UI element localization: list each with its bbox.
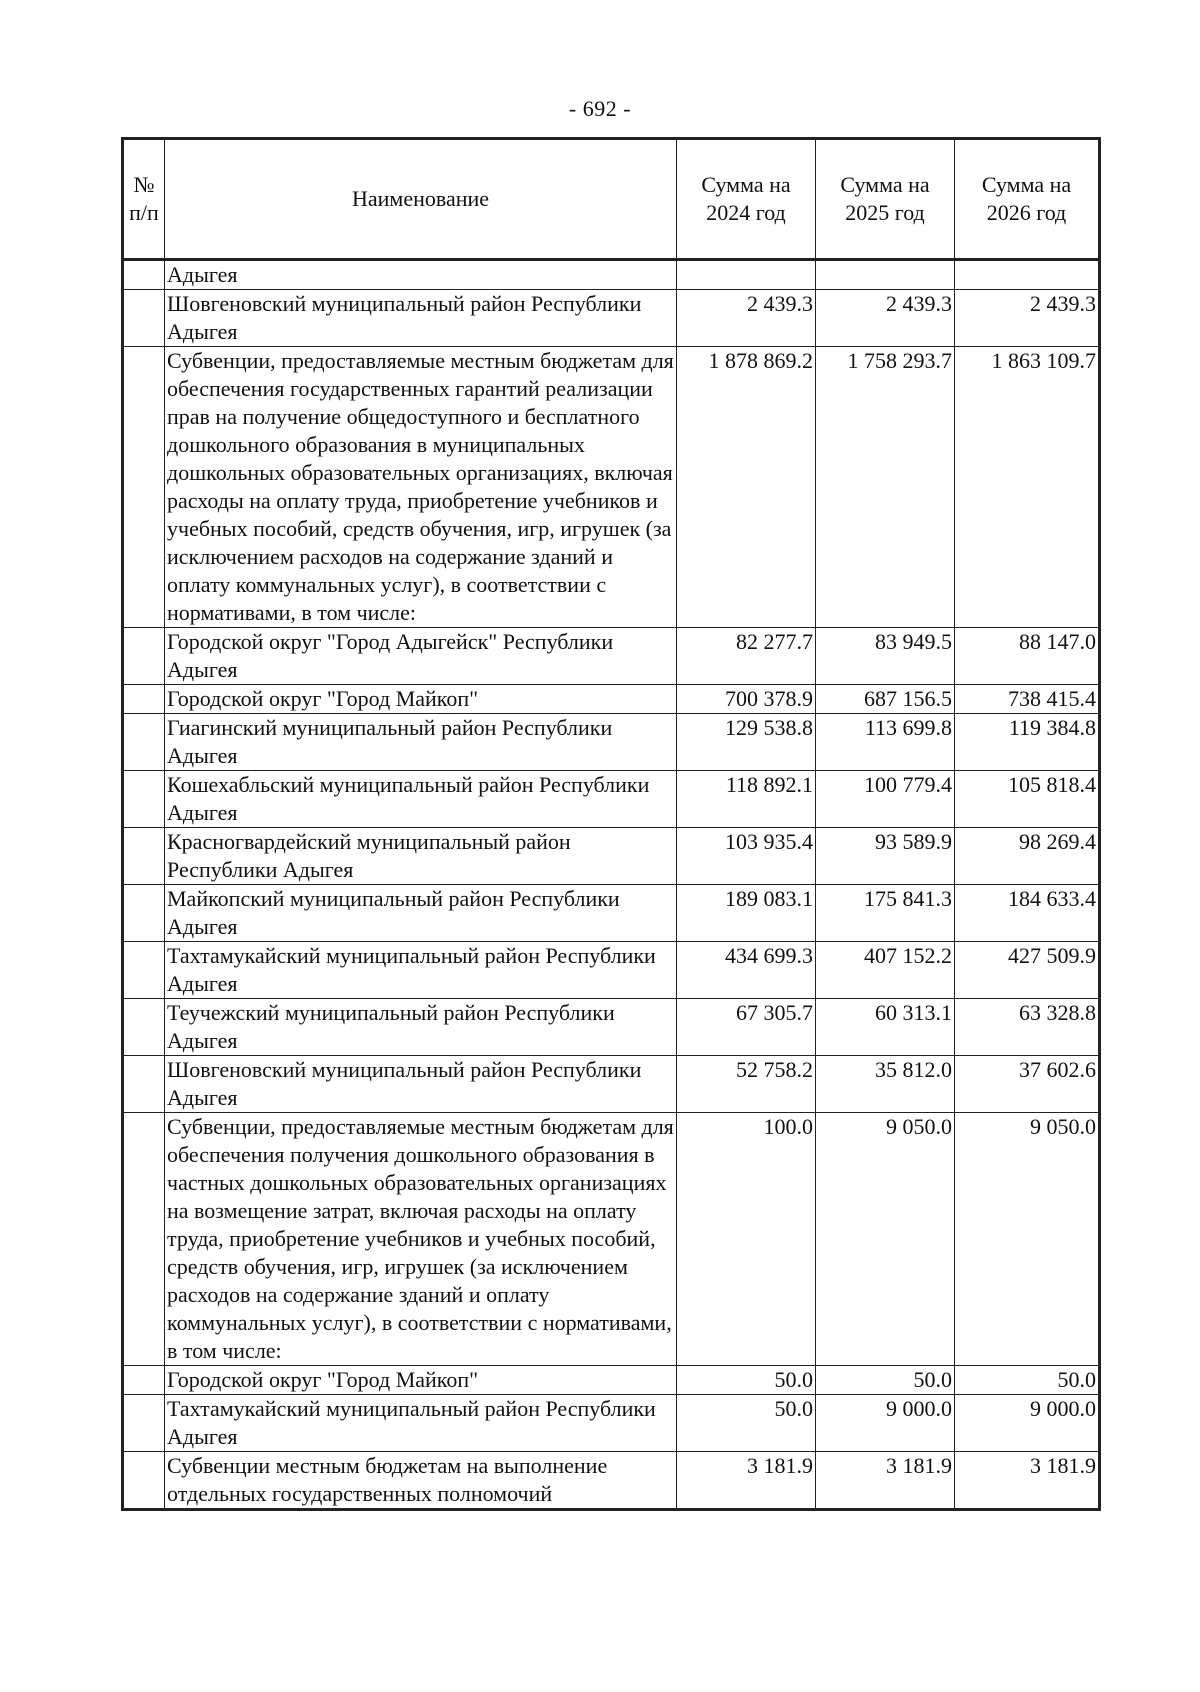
row-value-2025: 35 812.0 (816, 1056, 955, 1113)
row-name: Городской округ "Город Майкоп" (165, 1366, 677, 1395)
row-name: Городской округ "Город Майкоп" (165, 685, 677, 714)
row-index-cell (123, 260, 165, 290)
row-value-2026: 9 000.0 (955, 1395, 1100, 1452)
row-index-cell (123, 828, 165, 885)
table-body (123, 260, 1100, 1510)
budget-table (121, 137, 1101, 1511)
row-index-cell (123, 999, 165, 1056)
row-name: Шовгеновский муниципальный район Республики Адыгея (165, 290, 677, 347)
row-index-cell (123, 1452, 165, 1510)
row-value-2025: 175 841.3 (816, 885, 955, 942)
row-value-2026: 427 509.9 (955, 942, 1100, 999)
row-index-cell (123, 1366, 165, 1395)
row-value-2025: 50.0 (816, 1366, 955, 1395)
row-value-2026: 63 328.8 (955, 999, 1100, 1056)
header-sum-2025: Сумма на 2025 год (816, 139, 955, 260)
row-value-2026: 1 863 109.7 (955, 347, 1100, 628)
row-name: Тахтамукайский муниципальный район Республики Адыгея (165, 942, 677, 999)
row-value-2025: 3 181.9 (816, 1452, 955, 1510)
row-index-cell (123, 771, 165, 828)
row-value-2025: 407 152.2 (816, 942, 955, 999)
table-row (123, 1113, 1100, 1366)
table-row (123, 828, 1100, 885)
table-row (123, 714, 1100, 771)
row-value-2026: 9 050.0 (955, 1113, 1100, 1366)
row-value-2025: 60 313.1 (816, 999, 955, 1056)
table-row (123, 628, 1100, 685)
row-value-2026: 105 818.4 (955, 771, 1100, 828)
row-value-2024: 52 758.2 (677, 1056, 816, 1113)
row-name: Адыгея (165, 260, 677, 290)
row-value-2026: 738 415.4 (955, 685, 1100, 714)
row-value-2026: 98 269.4 (955, 828, 1100, 885)
row-index-cell (123, 685, 165, 714)
row-value-2024: 700 378.9 (677, 685, 816, 714)
row-value-2025: 687 156.5 (816, 685, 955, 714)
row-name: Субвенции, предоставляемые местным бюджетам для обеспечения государственных гарантий реализации прав на получение общедоступного и бесплатного дошкольного образования в муниципальных дошкольных образовательных организациях, включая расходы на оплату труда, приобретение учебников и учебных пособий, средств обучения, игр, игрушек (за исключением расходов на содержание зданий и оплату коммунальных услуг), в соответствии с нормативами, в том числе: (165, 347, 677, 628)
table-row (123, 999, 1100, 1056)
row-value-2025: 100 779.4 (816, 771, 955, 828)
row-value-2026: 2 439.3 (955, 290, 1100, 347)
row-value-2024: 2 439.3 (677, 290, 816, 347)
row-value-2026: 50.0 (955, 1366, 1100, 1395)
row-value-2026: 37 602.6 (955, 1056, 1100, 1113)
table-row (123, 1366, 1100, 1395)
row-value-2025: 113 699.8 (816, 714, 955, 771)
row-name: Шовгеновский муниципальный район Республики Адыгея (165, 1056, 677, 1113)
row-name: Тахтамукайский муниципальный район Республики Адыгея (165, 1395, 677, 1452)
table-row (123, 1056, 1100, 1113)
row-value-2024: 50.0 (677, 1395, 816, 1452)
row-value-2026 (955, 260, 1100, 290)
page-number: - 692 - (568, 96, 632, 121)
row-name: Майкопский муниципальный район Республики Адыгея (165, 885, 677, 942)
table-row (123, 685, 1100, 714)
row-value-2024: 50.0 (677, 1366, 816, 1395)
row-value-2024: 189 083.1 (677, 885, 816, 942)
row-value-2025: 93 589.9 (816, 828, 955, 885)
table-row (123, 347, 1100, 628)
row-value-2025: 9 050.0 (816, 1113, 955, 1366)
row-index-cell (123, 1395, 165, 1452)
header-name: Наименование (165, 139, 677, 260)
table-header (123, 139, 1100, 260)
row-value-2024: 1 878 869.2 (677, 347, 816, 628)
row-index-cell (123, 942, 165, 999)
row-name: Гиагинский муниципальный район Республики Адыгея (165, 714, 677, 771)
row-value-2024: 82 277.7 (677, 628, 816, 685)
row-index-cell (123, 714, 165, 771)
row-value-2024: 103 935.4 (677, 828, 816, 885)
row-value-2024 (677, 260, 816, 290)
row-value-2026: 88 147.0 (955, 628, 1100, 685)
row-value-2025: 1 758 293.7 (816, 347, 955, 628)
table-row (123, 1395, 1100, 1452)
row-value-2024: 118 892.1 (677, 771, 816, 828)
header-sum-2024: Сумма на 2024 год (677, 139, 816, 260)
table-row (123, 290, 1100, 347)
row-index-cell (123, 347, 165, 628)
row-index-cell (123, 885, 165, 942)
row-value-2025: 2 439.3 (816, 290, 955, 347)
row-index-cell (123, 1113, 165, 1366)
row-index-cell (123, 628, 165, 685)
row-value-2024: 129 538.8 (677, 714, 816, 771)
row-value-2026: 184 633.4 (955, 885, 1100, 942)
table-row (123, 885, 1100, 942)
row-name: Субвенции местным бюджетам на выполнение отдельных государственных полномочий (165, 1452, 677, 1510)
row-index-cell (123, 1056, 165, 1113)
row-value-2026: 119 384.8 (955, 714, 1100, 771)
row-value-2024: 67 305.7 (677, 999, 816, 1056)
row-name: Субвенции, предоставляемые местным бюджетам для обеспечения получения дошкольного образования в частных дошкольных образовательных организациях на возмещение затрат, включая расходы на оплату труда, приобретение учебников и учебных пособий, средств обучения, игр, игрушек (за исключением расходов на содержание зданий и оплату коммунальных услуг), в соответствии с нормативами, в том числе: (165, 1113, 677, 1366)
row-value-2025: 9 000.0 (816, 1395, 955, 1452)
row-value-2024: 100.0 (677, 1113, 816, 1366)
row-name: Теучежский муниципальный район Республики Адыгея (165, 999, 677, 1056)
header-no: № п/п (123, 139, 165, 260)
table-row (123, 260, 1100, 290)
row-value-2024: 3 181.9 (677, 1452, 816, 1510)
row-name: Кошехабльский муниципальный район Республики Адыгея (165, 771, 677, 828)
row-value-2025 (816, 260, 955, 290)
row-index-cell (123, 290, 165, 347)
row-value-2025: 83 949.5 (816, 628, 955, 685)
row-name: Красногвардейский муниципальный район Республики Адыгея (165, 828, 677, 885)
table-row (123, 1452, 1100, 1510)
row-name: Городской округ "Город Адыгейск" Республики Адыгея (165, 628, 677, 685)
table-row (123, 771, 1100, 828)
header-sum-2026: Сумма на 2026 год (955, 139, 1100, 260)
table-row (123, 942, 1100, 999)
row-value-2026: 3 181.9 (955, 1452, 1100, 1510)
row-value-2024: 434 699.3 (677, 942, 816, 999)
